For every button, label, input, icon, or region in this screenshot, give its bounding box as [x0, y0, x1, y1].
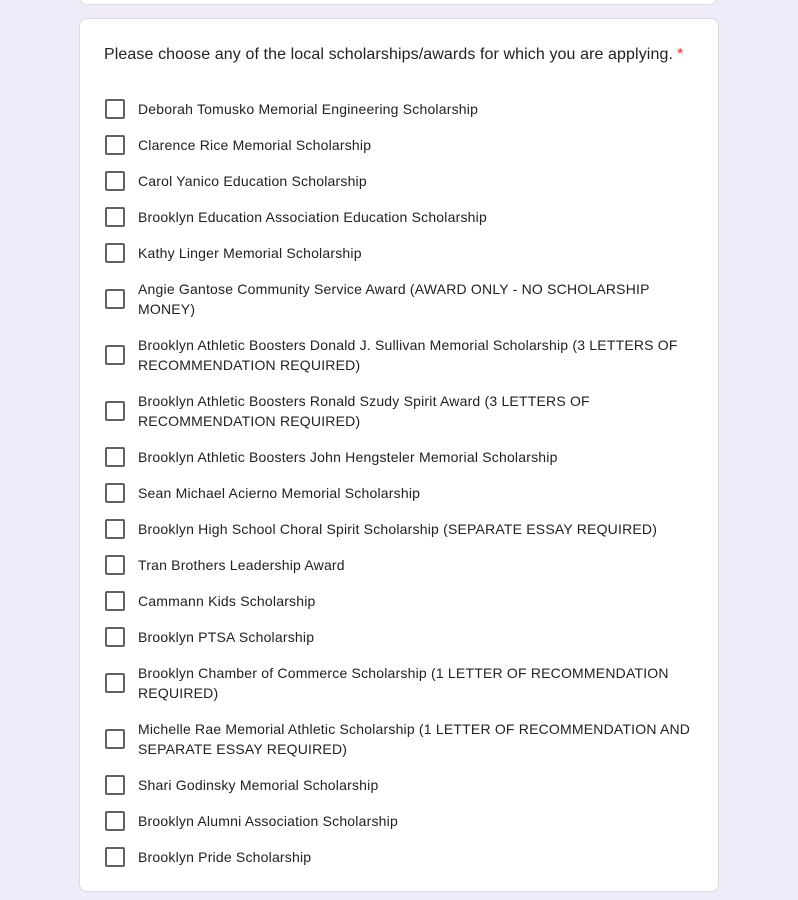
checkbox-input[interactable] [105, 171, 125, 191]
checkbox-input[interactable] [105, 591, 125, 611]
checkbox-input[interactable] [105, 207, 125, 227]
question-card [79, 18, 719, 892]
checkbox-option[interactable] [104, 383, 694, 439]
checkbox-label[interactable]: Tran Brothers Leadership Award [138, 557, 345, 573]
checkbox-option[interactable] [104, 235, 694, 271]
checkbox-option[interactable] [104, 547, 694, 583]
checkbox-input[interactable] [105, 847, 125, 867]
checkbox-option[interactable] [104, 199, 694, 235]
checkbox-label[interactable]: Brooklyn Athletic Boosters Ronald Szudy Spirit Award (3 LETTERS OF RECOMMENDATION REQUIRED) [138, 393, 590, 429]
checkbox-input[interactable] [105, 243, 125, 263]
checkbox-input[interactable] [105, 345, 125, 365]
checkbox-input[interactable] [105, 729, 125, 749]
checkbox-label[interactable]: Cammann Kids Scholarship [138, 593, 316, 609]
checkbox-label[interactable]: Kathy Linger Memorial Scholarship [138, 245, 362, 261]
checkbox-label[interactable]: Brooklyn Chamber of Commerce Scholarship (1 LETTER OF RECOMMENDATION REQUIRED) [138, 665, 669, 701]
checkbox-input[interactable] [105, 811, 125, 831]
required-asterisk: * [677, 46, 684, 63]
checkbox-label[interactable]: Brooklyn Alumni Association Scholarship [138, 813, 398, 829]
checkbox-label[interactable]: Sean Michael Acierno Memorial Scholarship [138, 485, 421, 501]
checkbox-label[interactable]: Brooklyn Athletic Boosters Donald J. Sullivan Memorial Scholarship (3 LETTERS OF RECOMMENDATION REQUIRED) [138, 337, 678, 373]
checkbox-option[interactable] [104, 475, 694, 511]
checkbox-option[interactable] [104, 511, 694, 547]
checkbox-option[interactable] [104, 803, 694, 839]
checkbox-input[interactable] [105, 483, 125, 503]
checkbox-label[interactable]: Brooklyn Education Association Education Scholarship [138, 209, 487, 225]
checkbox-option[interactable] [104, 839, 694, 875]
checkbox-option[interactable] [104, 439, 694, 475]
checkbox-option[interactable] [104, 583, 694, 619]
checkbox-option[interactable] [104, 619, 694, 655]
checkbox-input[interactable] [105, 519, 125, 539]
checkbox-label[interactable]: Michelle Rae Memorial Athletic Scholarship (1 LETTER OF RECOMMENDATION AND SEPARATE ESSAY REQUIRED) [138, 721, 691, 757]
checkbox-input[interactable] [105, 555, 125, 575]
question-title [104, 45, 683, 65]
checkbox-label[interactable]: Deborah Tomusko Memorial Engineering Scholarship [138, 101, 479, 117]
question-text: Please choose any of the local scholarships/awards for which you are applying. [104, 46, 674, 63]
previous-question-card [79, 0, 717, 5]
checkbox-input[interactable] [105, 447, 125, 467]
checkbox-option[interactable] [104, 655, 694, 711]
checkbox-option[interactable] [104, 127, 694, 163]
checkbox-option[interactable] [104, 163, 694, 199]
checkbox-option[interactable] [104, 91, 694, 127]
checkbox-input[interactable] [105, 99, 125, 119]
checkbox-label[interactable]: Clarence Rice Memorial Scholarship [138, 137, 372, 153]
checkbox-option[interactable] [104, 767, 694, 803]
checkbox-label[interactable]: Shari Godinsky Memorial Scholarship [138, 777, 379, 793]
checkbox-label[interactable]: Brooklyn Pride Scholarship [138, 849, 312, 865]
checkbox-input[interactable] [105, 289, 125, 309]
checkbox-label[interactable]: Angie Gantose Community Service Award (AWARD ONLY - NO SCHOLARSHIP MONEY) [138, 281, 650, 317]
checkbox-group [104, 91, 694, 875]
checkbox-input[interactable] [105, 401, 125, 421]
checkbox-input[interactable] [105, 775, 125, 795]
checkbox-option[interactable] [104, 711, 694, 767]
checkbox-input[interactable] [105, 673, 125, 693]
checkbox-input[interactable] [105, 135, 125, 155]
checkbox-label[interactable]: Carol Yanico Education Scholarship [138, 173, 367, 189]
checkbox-input[interactable] [105, 627, 125, 647]
checkbox-option[interactable] [104, 327, 694, 383]
checkbox-label[interactable]: Brooklyn PTSA Scholarship [138, 629, 315, 645]
checkbox-label[interactable]: Brooklyn Athletic Boosters John Hengsteler Memorial Scholarship [138, 449, 558, 465]
checkbox-label[interactable]: Brooklyn High School Choral Spirit Scholarship (SEPARATE ESSAY REQUIRED) [138, 521, 658, 537]
checkbox-option[interactable] [104, 271, 694, 327]
